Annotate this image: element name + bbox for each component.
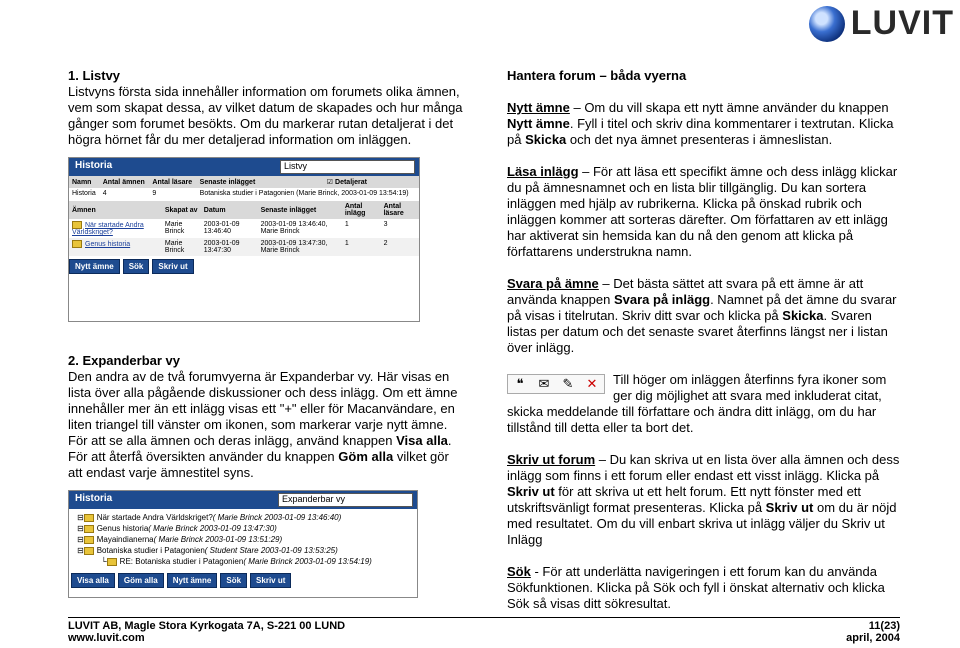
right-column [507,68,900,612]
new-topic-button[interactable]: Nytt ämne [167,573,218,588]
new-topic-button[interactable]: Nytt ämne [69,259,120,274]
folder-icon [84,547,94,555]
hide-all-button[interactable]: Göm alla [118,573,164,588]
table-cell: 1 [342,238,381,256]
table-cell: Marie Brinck [162,238,201,256]
print-button[interactable]: Skriv ut [250,573,291,588]
col-header[interactable]: Antal läsare [149,176,196,188]
skriv-ut-paragraph: Skriv ut forum – Du kan skriva ut en lista över alla ämnen och dess inlägg som finns i ett forum eller endast ett visst inlägg. Klicka på Skriv ut för att skriva ut ett helt forum. Ett nytt fönster med ett utskriftsvänligt format presenteras. Klicka på Skriv ut om du är nöjd med resultatet. Om du vill enbart skriva ut inlägg väljer du Skriv ut Inlägg [507,452,900,547]
section1-body: Listvyns första sida innehåller information om forumets olika ämnen, vem som skapat dessa, av vilket datum de skapades och hur många gånger som forumet besökts. Om du markerar rutan detaljerat i det högra hörnet får du mer detaljerad information om inläggen. [68,84,463,147]
search-button[interactable]: Sök [220,573,247,588]
tree-item[interactable]: ⊟ Genus historia( Marie Brinck 2003-01-09 13:47:30) [77,524,277,533]
forum-summary-table [69,176,419,199]
footer-left [68,620,345,644]
icons-paragraph: ❝ ✉ ✎ ✕ Till höger om inläggen återfinns fyra ikoner som ger dig möjlighet att svara med inkluderat citat, skicka meddelande till författare och ändra ditt inlägg, om du har tillstånd till detta eller ta bort det. [507,372,887,435]
right-heading: Hantera forum – båda vyerna [507,68,687,83]
col-header[interactable]: Ämnen [69,201,162,219]
tree-item[interactable]: ⊟ Mayaindianerna( Marie Brinck 2003-01-09 13:51:29) [77,535,283,544]
col-header[interactable]: Antal ämnen [100,176,150,188]
nytt-amne-paragraph: Nytt ämne – Om du vill skapa ett nytt ämne använder du knappen Nytt ämne. Fyll i titel och skriv dina kommentarer i textrutan. Klicka på Skicka och det nya ämnet presenteras i ämneslistan. [507,100,894,147]
footer-date: april, 2004 [846,632,900,644]
col-header[interactable]: Namn [69,176,100,188]
shot2-title: Historia [75,493,113,504]
section2-body: Den andra av de två forumvyerna är Expanderbar vy. Här visas en lista över alla pågående diskussioner och dess inlägg. Om ett ämne innehåller mer än ett inlägg visas ett "+" eller för Macanvändare, en liten triangel till vänster om ikonen, som markerar varje nytt ämne. För att se alla ämnen och deras inlägg, använd knappen Visa alla. För att återfå översikten använder du knappen Göm alla vilket gör att endast varje ämnestitel syns. [68,369,458,480]
print-button[interactable]: Skriv ut [152,259,193,274]
listvy-screenshot [68,157,420,322]
table-cell: 2003-01-09 13:46:40, Marie Brinck [260,221,328,235]
message-icon[interactable]: ✉ [538,376,550,391]
shot1-titlebar [69,158,419,176]
expanderbar-screenshot [68,490,418,598]
post-icons [507,374,605,394]
footer-website[interactable]: www.luvit.com [68,632,145,644]
col-header[interactable]: Antal läsare [381,201,419,219]
footer-divider [68,617,900,618]
logo-text: LUVIT [850,4,954,42]
table-cell: 1 [344,221,349,228]
tree-item[interactable]: ⊟ När startade Andra Världskriget?( Marie Brinck 2003-01-09 13:46:40) [77,513,342,522]
shot1-buttons [69,259,419,274]
table-row [69,219,419,238]
folder-icon [107,558,117,566]
search-button[interactable]: Sök [123,259,150,274]
folder-icon [84,536,94,544]
topic-link[interactable]: När startade Andra Världskriget? [72,221,144,236]
folder-icon [84,525,94,533]
shot2-titlebar [69,491,417,509]
col-header[interactable]: Antal inlägg [342,201,381,219]
table-cell: 2003-01-09 13:46:40 [203,221,240,235]
table-cell: Marie Brinck [164,221,185,235]
folder-icon [84,514,94,522]
edit-icon[interactable]: ✎ [562,376,574,391]
show-all-button[interactable]: Visa alla [71,573,115,588]
section2-title: 2. Expanderbar vy [68,353,180,368]
topics-table [69,201,419,256]
tree-item[interactable]: └ RE: Botaniska studier i Patagonien( Marie Brinck 2003-01-09 13:54:19) [101,557,372,566]
table-cell: 4 [102,190,107,197]
folder-icon [72,240,82,248]
tree-item[interactable]: ⊟ Botaniska studier i Patagonien( Student Stare 2003-01-09 13:53:25) [77,546,338,555]
svara-paragraph: Svara på ämne – Det bästa sättet att svara på ett ämne är att använda knappen Svara på inlägg. Namnet på det ämne du svarar på visas i titelrutan. Skriv ditt svar och klicka på Skicka. Svaren listas per datum och det senaste svaret återfinns längst ner i listan över inlägg. [507,276,897,355]
table-cell: 2003-01-09 13:47:30, Marie Brinck [258,238,342,256]
shot1-title: Historia [75,160,113,171]
section1-title: 1. Listvy [68,68,121,83]
table-cell: 2003-01-09 13:47:30 [201,238,258,256]
thread-tree [69,509,417,570]
table-cell: 9 [152,190,157,197]
col-header[interactable]: Skapat av [162,201,201,219]
section1 [68,68,468,148]
view-select[interactable]: Listvy [280,160,415,174]
page-number: 11(23) [868,620,900,632]
sok-paragraph: Sök - För att underlätta navigeringen i ett forum kan du använda Sökfunktionen. Klicka på Sök och fyll i önskat alternativ och klicka Sök så visas ditt sökresultat. [507,564,885,611]
globe-icon [809,6,845,42]
col-header[interactable]: Senaste inlägget [258,201,342,219]
view-select[interactable]: Expanderbar vy [278,493,413,507]
footer-address: LUVIT AB, Magle Stora Kyrkogata 7A, S-221 00 LUND [68,620,346,632]
topic-link[interactable]: Genus historia [85,240,131,248]
delete-icon[interactable]: ✕ [586,376,598,391]
folder-icon [72,221,82,229]
col-header[interactable]: Datum [201,201,258,219]
table-row [69,238,419,256]
detail-checkbox[interactable]: ☑ Detaljerat [324,176,419,188]
table-cell: 2 [381,238,419,256]
table-cell: Historia [72,190,96,197]
col-header[interactable]: Senaste inlägget [197,176,324,188]
section2 [68,353,460,481]
table-cell: 3 [383,221,388,228]
lasa-inlagg-paragraph: Läsa inlägg – För att läsa ett specifikt ämne och dess inlägg klickar du på ämnesnamnet och en lista blir tillgänglig. Du kan sortera inläggen med hjälp av rubrikerna. Klicka på önskad rubrik och inläggen kommer att sorteras därefter. Om författaren av ett inlägg har aktiverat sin hemsida kan du nå den genom att klicka på författarens understrukna namn. [507,164,898,259]
luvit-logo [809,4,954,43]
footer-right [846,620,900,644]
shot2-buttons [69,573,417,588]
quote-reply-icon[interactable]: ❝ [516,376,524,391]
table-cell: Botaniska studier i Patagonien (Marie Brinck, 2003-01-09 13:54:19) [199,190,409,197]
